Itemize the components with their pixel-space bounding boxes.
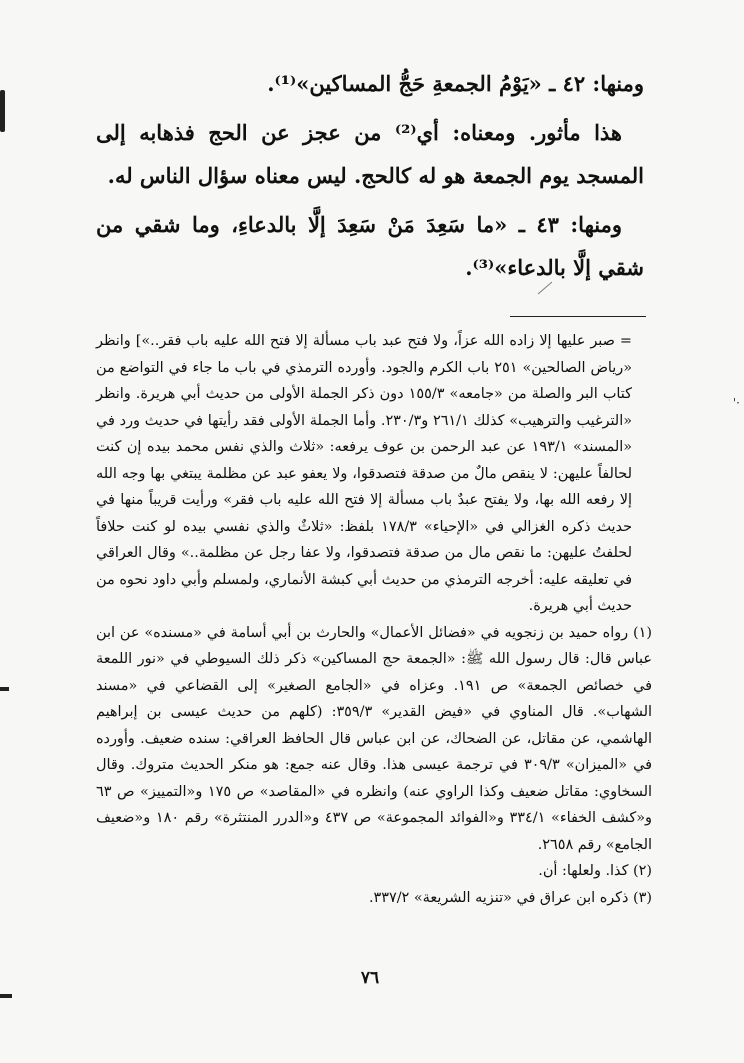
footnote-separator [510, 316, 646, 317]
footnotes [96, 328, 652, 911]
scan-edge-mark [0, 687, 9, 691]
scan-edge-mark [0, 994, 12, 998]
hadith-42-line: ومنها: ٤٢ ـ «يَوْمُ الجمعةِ حَجُّ المساكين»⁽¹⁾. [267, 71, 644, 96]
pen-stroke-mark [536, 278, 566, 296]
hadith-43-line: ومنها: ٤٣ ـ «ما سَعِدَ مَنْ سَعِدَ إلَّا بالدعاءِ، وما شقي من شقي إلَّا بالدعاء»⁽³⁾. [96, 212, 644, 280]
footnote-continuation: = صبر عليها إلا زاده الله عزاً، ولا فتح عبد باب مسألة إلا فتح الله عليه باب فقر..»] وانظر «رياض الصالحين» ٢٥١ باب الكرم والجود. وأورده الترمذي في باب ما جاء في التواضع من كتاب البر والصلة من «جامعه» ١٥٥/٣ دون ذكر الجملة الأولى من حديث أبي هريرة. وانظر «الترغيب والترهيب» كذلك ٢٦١/١ و٢٣٠/٣. وأما الجملة الأولى فقد رأيتها في حديث ورد في «المسند» ١٩٣/١ عن عبد الرحمن بن عوف يرفعه: «ثلاث والذي نفس محمد بيده إن كنت لحالفاً عليهن: لا ينقص مالٌ من صدقة فتصدقوا، ولا يعفو عبد عن مظلمة يبتغي بها وجه الله إلا رفعه الله بها، ولا يفتح عبدٌ باب مسألة إلا فتح الله عليه باب فقر» ورأيت قريباً منها في حديث ذكره الغزالي في «الإحياء» ١٧٨/٣ بلفظ: «ثلاثٌ والذي نفسي بيده لو كنت حلافاً لحلفتُ عليهن: ما نقص مال من صدقة فتصدقوا، ولا عفا رجل عن مظلمة..» وقال العراقي في تعليقه عليه: أخرجه الترمذي من حديث أبي كبشة الأنماري، ولمسلم وأبي داود نحوه من حديث أبي هريرة. [96, 333, 633, 614]
explanation-paragraph: هذا مأثور. ومعناه: أي⁽²⁾ من عجز عن الحج فذهابه إلى المسجد يوم الجمعة هو له كالحج. ليس معناه سؤال الناس له. [96, 120, 644, 188]
main-text [96, 62, 644, 289]
footnote-1: (١) رواه حميد بن زنجويه في «فضائل الأعمال» والحارث بن أبي أسامة في «مسنده» عن ابن عباس قال: قال رسول الله ﷺ: «الجمعة حج المساكين» ذكر ذلك السيوطي في «نور اللمعة في خصائص الجمعة» ص ١٩١. وعزاه في «الجامع الصغير» إلى القضاعي في «مسند الشهاب». قال المناوي في «فيض القدير» ٣٥٩/٣: (كلهم من حديث عيسى بن إبراهيم الهاشمي، عن مقاتل، عن الضحاك، عن ابن عباس قال الحافظ العراقي: سنده ضعيف. وأورده في «الميزان» ٣٠٩/٣ في ترجمة عيسى هذا. وقال عنه جمع: هو منكر الحديث متروك. وقال السخاوي: مقاتل ضعيف وكذا الراوي عنه) وانظره في «المقاصد» ص ١٧٥ و«التمييز» ص ٦٣ و«كشف الخفاء» ٣٣٤/١ و«الفوائد المجموعة» ص ٤٣٧ و«الدرر المنتثرة» رقم ١٨٠ و«ضعيف الجامع» رقم ٢٦٥٨. [96, 624, 653, 853]
footnote-3: (٣) ذكره ابن عراق في «تنزيه الشريعة» ٣٣٧/٢. [368, 889, 652, 906]
margin-tick: '· [732, 396, 740, 410]
page-number: ٧٦ [360, 968, 380, 988]
footnote-2: (٢) كذا. ولعلها: أن. [538, 863, 652, 879]
scan-edge-mark [0, 90, 5, 132]
